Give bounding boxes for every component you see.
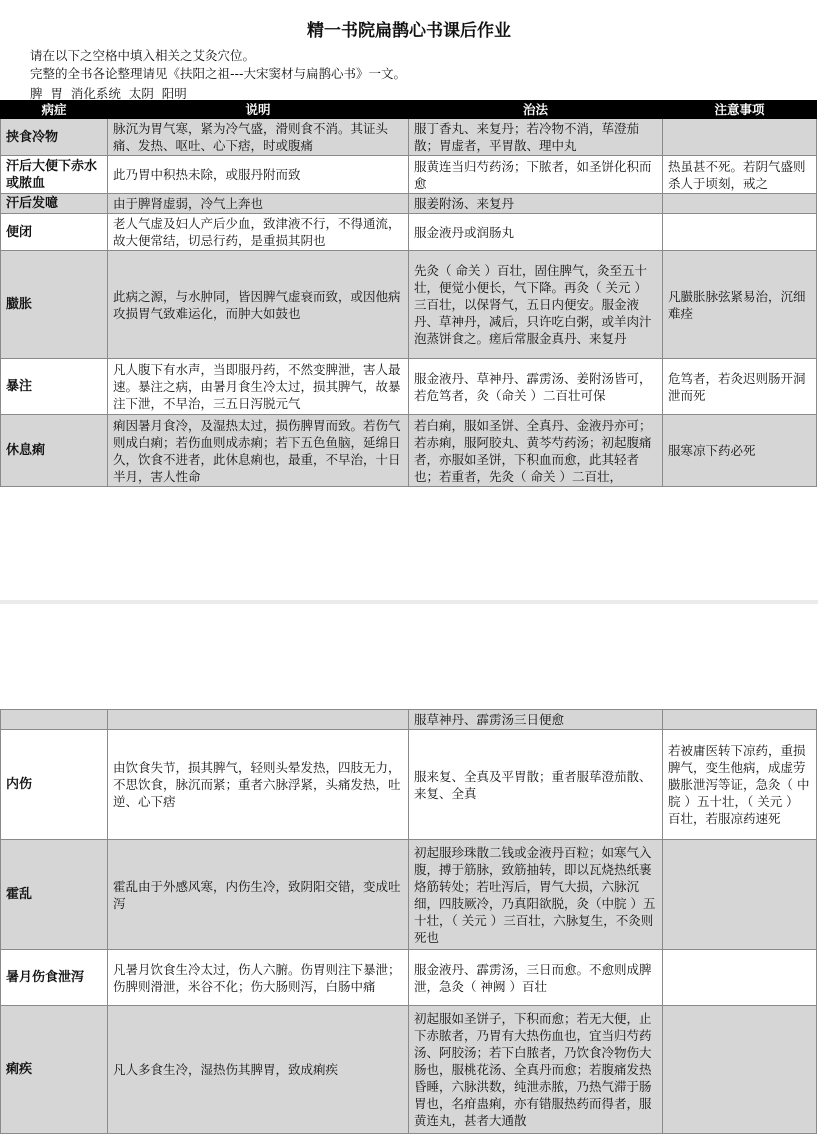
disease-cell: 汗后发噫	[1, 194, 108, 214]
notes-cell	[663, 119, 817, 156]
disease-cell: 痢疾	[1, 1006, 108, 1134]
treatment-cell: 先灸（ 命关 ）百壮，固住脾气，灸至五十壮，便觉小便长，气下降。再灸（ 关元 ）三百壮，以保肾气，五日内便安。服金液丹、草神丹，减后，只许吃白粥，或羊肉汁泡蒸饼食之。瘥后常服金真丹、来复丹	[409, 251, 663, 359]
treatment-cell: 服丁香丸、来复丹；若冷物不消，荜澄茄散；胃虚者，平胃散、理中丸	[409, 119, 663, 156]
description-cell: 痢因暑月食冷，及湿热太过，损伤脾胃而致。若伤气则成白痢；若伤血则成赤痢；若下五色鱼脑，延绵日久，饮食不进者，此休息痢也，最重，不早治，十日半月，害人性命	[108, 415, 409, 487]
treatment-cell: 服姜附汤、来复丹	[409, 194, 663, 214]
table-row	[1, 251, 817, 359]
disease-cell: 暑月伤食泄泻	[1, 950, 108, 1006]
table-row	[1, 415, 817, 487]
notes-cell: 若被庸医转下凉药，重损脾气，变生他病，成虚劳臌胀泄泻等证，急灸（ 中脘 ）五十壮，（ 关元 ）百壮，若服凉药速死	[663, 730, 817, 840]
description-cell: 凡人多食生冷，湿热伤其脾胃，致成痢疾	[108, 1006, 409, 1134]
treatment-cell: 服金液丹、霹雳汤，三日而愈。不愈则成脾泄，急灸（ 神阙 ）百壮	[409, 950, 663, 1006]
table-row	[1, 840, 817, 950]
disease-cell: 挟食冷物	[1, 119, 108, 156]
header-treatment: 治法	[409, 101, 663, 119]
description-cell: 此病之源，与水肿同，皆因脾气虚衰而致，或因他病攻损胃气致难运化，而肿大如鼓也	[108, 251, 409, 359]
treatment-cell: 初起服珍珠散二钱或金液丹百粒；如寒气入腹，搏于筋脉，致筋抽转，即以瓦烧热纸裹烙筋转处；若吐泻后，胃气大损，六脉沉细，四肢厥冷，乃真阳欲脱，灸（中脘 ）五十壮，（ 关元 ）三百壮，六脉复生，不灸则死也	[409, 840, 663, 950]
notes-cell	[663, 1006, 817, 1134]
disease-cell: 内伤	[1, 730, 108, 840]
treatment-cell: 初起服如圣饼子，下积而愈；若无大便，止下赤脓者，乃胃有大热伤血也，宜当归芍药汤、阿胶汤；若下白脓者，乃饮食冷物伤大肠也，服桃花汤、全真丹而愈；若腹痛发热昏睡，六脉洪数，纯泄赤脓，乃热气滞于肠胃也，名疳蛊痢，亦有错服热药而得者，服黄连丸，甚者大通散	[409, 1006, 663, 1134]
disease-cell	[1, 710, 108, 730]
document-title: 精一书院扁鹊心书课后作业	[307, 21, 511, 41]
disease-cell: 暴注	[1, 359, 108, 415]
disease-cell: 臌胀	[1, 251, 108, 359]
description-cell: 霍乱由于外感风寒，内伤生冷，致阴阳交错，变成吐泻	[108, 840, 409, 950]
description-cell: 脉沉为胃气寒，紧为冷气盛，滑则食不消。其证头痛、发热、呕吐、心下痞，时或腹痛	[108, 119, 409, 156]
description-cell: 由于脾肾虚弱，冷气上奔也	[108, 194, 409, 214]
description-cell: 凡人腹下有水声，当即服丹药，不然变脾泄，害人最速。暴注之病，由暑月食生冷太过，损其脾气，故暴注下泄，不早治，三五日泻脱元气	[108, 359, 409, 415]
notes-cell	[663, 214, 817, 251]
disease-cell: 汗后大便下赤水或脓血	[1, 156, 108, 194]
table-row	[1, 950, 817, 1006]
disease-cell: 休息痢	[1, 415, 108, 487]
notes-cell	[663, 840, 817, 950]
treatment-table-page2	[0, 709, 817, 1134]
treatment-cell: 服草神丹、霹雳汤三日便愈	[409, 710, 663, 730]
disease-cell: 霍乱	[1, 840, 108, 950]
description-cell: 由饮食失节，损其脾气，轻则头晕发热，四肢无力，不思饮食，脉沉而紧；重者六脉浮紧，头痛发热，吐逆、心下痞	[108, 730, 409, 840]
description-cell	[108, 710, 409, 730]
table-row	[1, 194, 817, 214]
header-disease: 病症	[1, 101, 108, 119]
notes-cell: 凡臌胀脉弦紧易治，沉细难痊	[663, 251, 817, 359]
description-cell: 此乃胃中积热未除，或服丹附而致	[108, 156, 409, 194]
header-notes: 注意事项	[663, 101, 817, 119]
table-row	[1, 156, 817, 194]
header-description: 说明	[108, 101, 409, 119]
table-row	[1, 359, 817, 415]
treatment-table-page1	[0, 100, 817, 487]
description-cell: 凡暑月饮食生冷太过，伤人六腑。伤胃则注下暴泄；伤脾则滑泄，米谷不化；伤大肠则泻，白肠中痛	[108, 950, 409, 1006]
table-row	[1, 730, 817, 840]
treatment-cell: 服金液丹或润肠丸	[409, 214, 663, 251]
notes-cell: 危笃者，若灸迟则肠开洞泄而死	[663, 359, 817, 415]
notes-cell	[663, 710, 817, 730]
treatment-cell: 服黄连当归芍药汤；下脓者，如圣饼化积而愈	[409, 156, 663, 194]
table-row	[1, 214, 817, 251]
page-break	[0, 600, 818, 604]
intro-line: 完整的全书各论整理请见《扶阳之祖---大宋窦材与扁鹊心书》一文。	[30, 66, 407, 81]
notes-cell: 服寒凉下药必死	[663, 415, 817, 487]
table-row	[1, 119, 817, 156]
notes-cell	[663, 194, 817, 214]
treatment-cell: 服金液丹、草神丹、霹雳汤、姜附汤皆可，若危笃者，灸（命关 ）二百壮可保	[409, 359, 663, 415]
intro-line: 请在以下之空格中填入相关之艾灸穴位。	[30, 48, 256, 63]
notes-cell	[663, 950, 817, 1006]
description-cell: 老人气虚及妇人产后少血，致津液不行，不得通流，故大便常结，切忌行药，是重损其阴也	[108, 214, 409, 251]
table-header-row	[1, 101, 817, 119]
category-line: 脾 胃 消化系统 太阴 阳明	[30, 86, 187, 101]
disease-cell: 便闭	[1, 214, 108, 251]
treatment-cell: 若白痢，服如圣饼、全真丹、金液丹亦可；若赤痢，服阿胶丸、黄芩芍药汤；初起腹痛者，亦服如圣饼，下积血而愈，此其轻者也；若重者，先灸（ 命关 ）二百壮，	[409, 415, 663, 487]
notes-cell: 热虽甚不死。若阴气盛则杀人于顷刻，戒之	[663, 156, 817, 194]
treatment-cell: 服来复、全真及平胃散；重者服荜澄茄散、来复、全真	[409, 730, 663, 840]
table-row	[1, 710, 817, 730]
table-row	[1, 1006, 817, 1134]
